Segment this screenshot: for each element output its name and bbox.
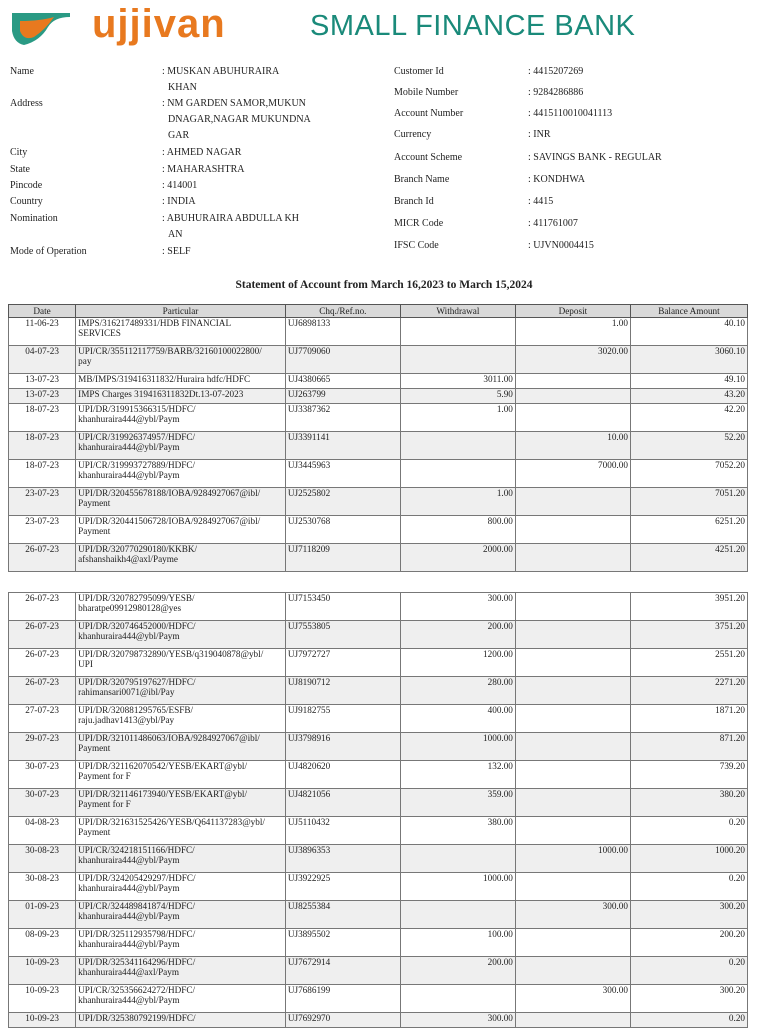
bank-header — [10, 2, 755, 50]
info-value: : 411761007 — [528, 218, 578, 229]
table-cell: 380.00 — [400, 817, 515, 845]
table-cell: 359.00 — [400, 789, 515, 817]
table-cell — [76, 460, 286, 488]
table-cell: 739.20 — [630, 761, 747, 789]
info-label: MICR Code — [394, 218, 444, 229]
table-cell — [76, 374, 286, 389]
table-cell: 18-07-23 — [9, 404, 76, 432]
table-cell: UJ8255384 — [285, 901, 400, 929]
particular-line1: IMPS Charges 319416311832Dt.13-07-2023 — [78, 389, 244, 399]
table-cell: UJ2525802 — [285, 488, 400, 516]
table-cell: 30-08-23 — [9, 873, 76, 901]
table-cell: 1000.00 — [515, 845, 630, 873]
particular-line1: UPI/CR/319926374957/HDFC/ — [78, 432, 196, 442]
info-value: KHAN — [168, 82, 197, 93]
bank-name-ujjivan: ujjivan — [92, 2, 226, 46]
table-cell: 10.00 — [515, 432, 630, 460]
table-cell: 3060.10 — [630, 346, 747, 374]
statement-title: Statement of Account from March 16,2023 to March 15,2024 — [235, 279, 533, 291]
table-cell: 1.00 — [400, 404, 515, 432]
table-cell: 30-08-23 — [9, 845, 76, 873]
table-cell: UJ4820620 — [285, 761, 400, 789]
info-label: Branch Name — [394, 174, 450, 185]
info-value: : KONDHWA — [528, 174, 585, 185]
particular-line1: UPI/DR/325341164296/HDFC/ — [78, 957, 196, 967]
table-cell: 0.20 — [630, 1013, 747, 1028]
ujjivan-logo-icon — [10, 11, 72, 47]
transaction-table-page2 — [8, 592, 748, 1028]
particular-line1: UPI/DR/321631525426/YESB/Q641137283@ybl/ — [78, 817, 265, 827]
table-cell — [76, 677, 286, 705]
info-label: IFSC Code — [394, 240, 439, 251]
info-label: Account Scheme — [394, 152, 463, 163]
table-cell — [76, 733, 286, 761]
table-cell — [76, 621, 286, 649]
table-cell: 300.20 — [630, 985, 747, 1013]
info-label: Address — [10, 98, 43, 109]
particular-line1: IMPS/316217489331/HDB FINANCIAL — [78, 318, 232, 328]
col-ref-header: Chq./Ref.no. — [285, 305, 400, 318]
table-cell — [515, 929, 630, 957]
info-label: Mobile Number — [394, 87, 459, 98]
table-cell: 11-06-23 — [9, 318, 76, 346]
table-cell — [515, 957, 630, 985]
table-cell: 04-08-23 — [9, 817, 76, 845]
table-cell: 200.00 — [400, 621, 515, 649]
table-cell: UJ7118209 — [285, 544, 400, 572]
info-label: Country — [10, 196, 43, 207]
particular-line1: UPI/DR/320798732890/YESB/q319040878@ybl/ — [78, 649, 264, 659]
table-cell: UJ7686199 — [285, 985, 400, 1013]
table-cell — [515, 1013, 630, 1028]
table-cell — [76, 516, 286, 544]
info-value: : INDIA — [162, 196, 196, 207]
table-cell: 1000.00 — [400, 733, 515, 761]
table-cell: 13-07-23 — [9, 374, 76, 389]
table-cell — [400, 346, 515, 374]
table-cell: 10-09-23 — [9, 985, 76, 1013]
particular-line1: UPI/DR/321011486063/IOBA/9284927067@ibl/ — [78, 733, 260, 743]
table-cell: 0.20 — [630, 957, 747, 985]
info-value: AN — [168, 229, 183, 240]
table-cell — [515, 705, 630, 733]
table-cell: 10-09-23 — [9, 1013, 76, 1028]
table-cell: 10-09-23 — [9, 957, 76, 985]
table-cell: 4251.20 — [630, 544, 747, 572]
particular-line2: afshanshaikh4@axl/Payme — [78, 554, 178, 564]
info-value: : ABUHURAIRA ABDULLA KH — [162, 213, 299, 224]
particular-line2: Payment — [78, 526, 111, 536]
table-cell: 7052.20 — [630, 460, 747, 488]
table-row — [9, 374, 748, 389]
info-value: : UJVN0004415 — [528, 240, 594, 251]
table-cell — [76, 761, 286, 789]
table-cell: 3011.00 — [400, 374, 515, 389]
info-label: City — [10, 147, 28, 158]
table-cell: 3751.20 — [630, 621, 747, 649]
table-cell — [76, 901, 286, 929]
particular-line2: Payment for F — [78, 771, 131, 781]
table-cell: 04-07-23 — [9, 346, 76, 374]
table-cell — [76, 705, 286, 733]
table-cell: UJ4380665 — [285, 374, 400, 389]
table-cell: 43.20 — [630, 389, 747, 404]
table-cell: 30-07-23 — [9, 789, 76, 817]
particular-line2: khanhuraira444@ybl/Paym — [78, 631, 180, 641]
col-date-header: Date — [9, 305, 76, 318]
info-label: Pincode — [10, 180, 43, 191]
table-row — [9, 705, 748, 733]
particular-line2: Payment — [78, 743, 111, 753]
table-row — [9, 789, 748, 817]
table-cell — [515, 761, 630, 789]
table-row — [9, 593, 748, 621]
table-cell: 100.00 — [400, 929, 515, 957]
info-value: : SELF — [162, 246, 191, 257]
table-cell — [76, 789, 286, 817]
table-cell — [76, 404, 286, 432]
info-value: : MAHARASHTRA — [162, 164, 245, 175]
info-label: Currency — [394, 129, 432, 140]
table-cell — [76, 1013, 286, 1028]
table-cell: 400.00 — [400, 705, 515, 733]
table-cell: 300.20 — [630, 901, 747, 929]
table-cell — [515, 621, 630, 649]
table-cell — [76, 873, 286, 901]
table-cell — [515, 593, 630, 621]
table-row — [9, 389, 748, 404]
table-cell — [400, 432, 515, 460]
table-cell: UJ3896353 — [285, 845, 400, 873]
table-cell: 1871.20 — [630, 705, 747, 733]
particular-line1: UPI/DR/320770290180/KKBK/ — [78, 544, 198, 554]
table-cell — [76, 318, 286, 346]
particular-line2: bharatpe09912980128@yes — [78, 603, 182, 613]
table-cell: 27-07-23 — [9, 705, 76, 733]
table-cell — [76, 593, 286, 621]
table-row — [9, 957, 748, 985]
table-cell: UJ9182755 — [285, 705, 400, 733]
table-cell — [400, 985, 515, 1013]
table-cell: 300.00 — [515, 985, 630, 1013]
table-cell: UJ3922925 — [285, 873, 400, 901]
table-row — [9, 488, 748, 516]
table-cell: 2000.00 — [400, 544, 515, 572]
table-cell: 3020.00 — [515, 346, 630, 374]
table-cell — [76, 488, 286, 516]
particular-line2: pay — [78, 356, 92, 366]
particular-line1: UPI/DR/319915366315/HDFC/ — [78, 404, 196, 414]
table-cell: 871.20 — [630, 733, 747, 761]
table-cell: 6251.20 — [630, 516, 747, 544]
particular-line1: UPI/DR/324205429297/HDFC/ — [78, 873, 196, 883]
table-cell: 300.00 — [400, 1013, 515, 1028]
bank-name-sfb: SMALL FINANCE BANK — [310, 10, 636, 42]
table-cell: 18-07-23 — [9, 460, 76, 488]
table-cell: UJ7709060 — [285, 346, 400, 374]
table-row — [9, 901, 748, 929]
table-cell: 7051.20 — [630, 488, 747, 516]
table-cell: 23-07-23 — [9, 516, 76, 544]
particular-line1: UPI/CR/324489841874/HDFC/ — [78, 901, 196, 911]
table-cell: UJ7972727 — [285, 649, 400, 677]
table-cell: 26-07-23 — [9, 544, 76, 572]
table-cell: UJ3445963 — [285, 460, 400, 488]
table-cell: 1200.00 — [400, 649, 515, 677]
table-row — [9, 460, 748, 488]
particular-line2: UPI — [78, 659, 93, 669]
particular-line1: UPI/DR/321162070542/YESB/EKART@ybl/ — [78, 761, 248, 771]
info-value: : NM GARDEN SAMOR,MUKUN — [162, 98, 306, 109]
table-cell: 26-07-23 — [9, 593, 76, 621]
table-cell: 0.20 — [630, 873, 747, 901]
info-value: : SAVINGS BANK - REGULAR — [528, 152, 662, 163]
table-cell — [76, 544, 286, 572]
table-cell: 29-07-23 — [9, 733, 76, 761]
particular-line2: rahimansari0071@ibl/Pay — [78, 687, 175, 697]
table-cell — [76, 985, 286, 1013]
particular-line1: UPI/DR/320881295765/ESFB/ — [78, 705, 194, 715]
table-cell: 300.00 — [400, 593, 515, 621]
table-row — [9, 318, 748, 346]
table-cell: 200.00 — [400, 957, 515, 985]
info-label: Name — [10, 66, 34, 77]
table-cell: 40.10 — [630, 318, 747, 346]
info-value: GAR — [168, 130, 190, 141]
table-row — [9, 985, 748, 1013]
table-cell — [76, 389, 286, 404]
particular-line1: UPI/CR/324218151166/HDFC/ — [78, 845, 195, 855]
table-cell — [515, 374, 630, 389]
particular-line2: khanhuraira444@axl/Paym — [78, 967, 179, 977]
info-value: : INR — [528, 129, 551, 140]
table-row — [9, 621, 748, 649]
table-cell: 200.20 — [630, 929, 747, 957]
particular-line2: raju.jadhav1413@ybl/Pay — [78, 715, 175, 725]
table-row — [9, 516, 748, 544]
particular-line1: UPI/DR/325112935798/HDFC/ — [78, 929, 196, 939]
particular-line2: Payment for F — [78, 799, 131, 809]
table-cell: UJ3895502 — [285, 929, 400, 957]
particular-line1: UPI/DR/320455678188/IOBA/9284927067@ibl/ — [78, 488, 261, 498]
table-cell — [76, 432, 286, 460]
table-row — [9, 873, 748, 901]
table-cell: UJ3798916 — [285, 733, 400, 761]
table-cell — [515, 817, 630, 845]
table-cell: 13-07-23 — [9, 389, 76, 404]
info-value: : AHMED NAGAR — [162, 147, 242, 158]
table-cell: UJ6898133 — [285, 318, 400, 346]
table-row — [9, 733, 748, 761]
particular-line2: khanhuraira444@ybl/Paym — [78, 883, 180, 893]
table-cell — [76, 957, 286, 985]
particular-line1: UPI/CR/319993727889/HDFC/ — [78, 460, 196, 470]
info-value: : 414001 — [162, 180, 198, 191]
col-withdrawal-header: Withdrawal — [400, 305, 515, 318]
particular-line2: Payment — [78, 498, 111, 508]
transaction-table-page1 — [8, 304, 748, 572]
info-value: : 9284286886 — [528, 87, 584, 98]
info-label: Mode of Operation — [10, 246, 87, 257]
table-row — [9, 677, 748, 705]
account-details-right — [394, 65, 754, 255]
table-cell: UJ8190712 — [285, 677, 400, 705]
table-cell: 26-07-23 — [9, 677, 76, 705]
table-cell — [400, 845, 515, 873]
particular-line2: khanhuraira444@ybl/Paym — [78, 414, 180, 424]
particular-line1: UPI/DR/325380792199/HDFC/ — [78, 1013, 196, 1023]
table-cell — [400, 901, 515, 929]
table-cell: UJ7553805 — [285, 621, 400, 649]
table-cell: 380.20 — [630, 789, 747, 817]
table-cell — [76, 817, 286, 845]
table-row — [9, 544, 748, 572]
particular-line1: UPI/DR/320746452000/HDFC/ — [78, 621, 196, 631]
table-cell — [515, 873, 630, 901]
table-cell: 132.00 — [400, 761, 515, 789]
particular-line2: khanhuraira444@ybl/Paym — [78, 855, 180, 865]
table-cell: UJ5110432 — [285, 817, 400, 845]
info-label: Customer Id — [394, 66, 444, 77]
info-value: : 4415110010041113 — [528, 108, 613, 119]
table-cell — [515, 389, 630, 404]
table-cell — [400, 318, 515, 346]
table-cell: 300.00 — [515, 901, 630, 929]
info-label: State — [10, 164, 30, 175]
table-cell: UJ7692970 — [285, 1013, 400, 1028]
particular-line1: UPI/DR/321146173940/YESB/EKART@ybl/ — [78, 789, 248, 799]
table-cell: 2551.20 — [630, 649, 747, 677]
table-row — [9, 1013, 748, 1028]
table-row — [9, 817, 748, 845]
table-row — [9, 346, 748, 374]
table-cell — [76, 346, 286, 374]
particular-line2: khanhuraira444@ybl/Paym — [78, 442, 180, 452]
table-cell — [76, 649, 286, 677]
table-cell: 2271.20 — [630, 677, 747, 705]
info-value: DNAGAR,NAGAR MUKUNDNA — [168, 114, 311, 125]
table-cell: UJ2530768 — [285, 516, 400, 544]
table-cell: 26-07-23 — [9, 621, 76, 649]
table-cell: UJ263799 — [285, 389, 400, 404]
table-cell: UJ7153450 — [285, 593, 400, 621]
table-cell: 26-07-23 — [9, 649, 76, 677]
table-cell: 280.00 — [400, 677, 515, 705]
particular-line2: khanhuraira444@ybl/Paym — [78, 939, 180, 949]
table-cell: UJ3387362 — [285, 404, 400, 432]
table-cell: 1.00 — [400, 488, 515, 516]
info-value: : 4415 — [528, 196, 554, 207]
table-row — [9, 404, 748, 432]
table-cell: 42.20 — [630, 404, 747, 432]
table-cell — [515, 516, 630, 544]
table-cell — [400, 460, 515, 488]
table-cell: UJ7672914 — [285, 957, 400, 985]
table-cell — [515, 677, 630, 705]
info-value: : MUSKAN ABUHURAIRA — [162, 66, 280, 77]
particular-line2: Payment — [78, 827, 111, 837]
table-cell: 3951.20 — [630, 593, 747, 621]
col-deposit-header: Deposit — [515, 305, 630, 318]
particular-line1: UPI/CR/325356624272/HDFC/ — [78, 985, 196, 995]
col-balance-header: Balance Amount — [630, 305, 747, 318]
table-row — [9, 929, 748, 957]
table-cell: UJ3391141 — [285, 432, 400, 460]
info-label: Branch Id — [394, 196, 434, 207]
table-cell — [515, 404, 630, 432]
particular-line1: UPI/DR/320782795099/YESB/ — [78, 593, 195, 603]
particular-line1: UPI/DR/320795197627/HDFC/ — [78, 677, 196, 687]
table-cell: 49.10 — [630, 374, 747, 389]
table-cell: 30-07-23 — [9, 761, 76, 789]
table-row — [9, 845, 748, 873]
particular-line2: khanhuraira444@ybl/Paym — [78, 911, 180, 921]
table-cell: 800.00 — [400, 516, 515, 544]
table-cell: 5.90 — [400, 389, 515, 404]
table-row — [9, 649, 748, 677]
table-cell: 23-07-23 — [9, 488, 76, 516]
particular-line1: MB/IMPS/319416311832/Huraira hdfc/HDFC — [78, 374, 251, 384]
info-label: Account Number — [394, 108, 464, 119]
particular-line2: khanhuraira444@ybl/Paym — [78, 995, 180, 1005]
customer-details-left — [10, 65, 380, 265]
particular-line1: UPI/CR/355112117759/BARB/32160100022800/ — [78, 346, 262, 356]
table-cell: 01-09-23 — [9, 901, 76, 929]
table-cell: 08-09-23 — [9, 929, 76, 957]
table-cell: 18-07-23 — [9, 432, 76, 460]
table-row — [9, 432, 748, 460]
info-value: : 4415207269 — [528, 66, 584, 77]
table-cell — [76, 929, 286, 957]
table-cell: 1000.00 — [400, 873, 515, 901]
table-cell: UJ4821056 — [285, 789, 400, 817]
particular-line1: UPI/DR/320441506728/IOBA/9284927067@ibl/ — [78, 516, 261, 526]
table-cell: 52.20 — [630, 432, 747, 460]
table-cell: 0.20 — [630, 817, 747, 845]
table-cell — [515, 488, 630, 516]
info-label: Nomination — [10, 213, 58, 224]
particular-line2: khanhuraira444@ybl/Paym — [78, 470, 180, 480]
table-header-row — [9, 305, 748, 318]
table-cell — [515, 544, 630, 572]
table-cell — [76, 845, 286, 873]
table-cell: 7000.00 — [515, 460, 630, 488]
table-row — [9, 761, 748, 789]
table-cell — [515, 733, 630, 761]
table-cell: 1000.20 — [630, 845, 747, 873]
col-particular-header: Particular — [76, 305, 286, 318]
particular-line2: SERVICES — [78, 328, 121, 338]
table-cell: 1.00 — [515, 318, 630, 346]
table-cell — [515, 649, 630, 677]
table-cell — [515, 789, 630, 817]
